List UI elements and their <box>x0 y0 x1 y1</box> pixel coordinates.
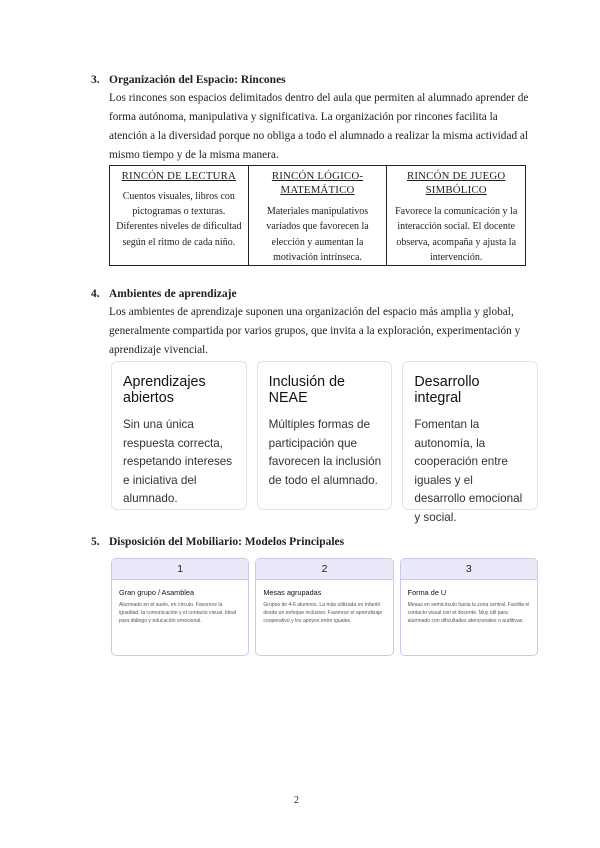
section-number: 3. <box>91 74 100 86</box>
rincon-title: RINCÓN DE LECTURA <box>121 170 237 182</box>
card-aprendizajes-abiertos <box>111 361 247 510</box>
model-text: Mesas en semicírculo hacia la zona central. Facilita el contacto visual con el docente. Muy útil para alumnado con dificultades atencionales o auditivas. <box>407 602 530 624</box>
card-desarrollo-integral <box>402 361 538 524</box>
section-4-heading <box>91 288 237 300</box>
card-text: Múltiples formas de participación que favorecen la inclusión de todo el alumnado. <box>268 418 382 487</box>
model-gran-grupo <box>111 558 249 656</box>
rincon-logico-matematico <box>249 166 388 265</box>
rincon-juego-simbolico <box>387 166 525 265</box>
card-title: Aprendizajes abiertos <box>123 374 206 406</box>
page-number: 2 <box>294 795 299 806</box>
section-title: Disposición del Mobiliario: Modelos Principales <box>109 536 345 548</box>
model-title: Gran grupo / Asamblea <box>119 588 195 597</box>
model-forma-u <box>400 558 538 656</box>
model-number: 1 <box>112 559 248 580</box>
section-4-paragraph: Los ambientes de aprendizaje suponen una organización del espacio más amplia y global, generalmente compartida por varios grupos, que invita a la exploración, experimentación y aprendizaje vivencial. <box>109 306 521 356</box>
ambientes-cards <box>111 361 538 524</box>
model-number: 3 <box>401 559 537 580</box>
rincon-text: Materiales manipulativos variados que favorecen la elección y aumentan la motivación intrínseca. <box>266 206 369 264</box>
model-title: Forma de U <box>407 588 447 597</box>
card-title: Desarrollo integral <box>414 374 480 406</box>
model-mesas-agrupadas <box>255 558 393 656</box>
model-title: Mesas agrupadas <box>263 588 322 597</box>
card-text: Fomentan la autonomía, la cooperación entre iguales y el desarrollo emocional y social. <box>414 418 523 524</box>
section-title: Organización del Espacio: Rincones <box>109 74 286 86</box>
rincon-title: RINCÓN DE JUEGO SIMBÓLICO <box>406 170 506 196</box>
rincones-table <box>109 165 526 266</box>
rincon-text: Cuentos visuales, libros con pictogramas o texturas. Diferentes niveles de dificultad según el ritmo de cada niño. <box>116 190 242 248</box>
card-title: Inclusión de NEAE <box>268 374 345 406</box>
rincon-title: RINCÓN LÓGICO-MATEMÁTICO <box>271 170 364 196</box>
section-number: 5. <box>91 536 100 548</box>
model-text: Alumnado en el suelo, en círculo. Favorece la igualdad, la comunicación y el contacto visual. Ideal para diálogo y educación emocional. <box>119 602 236 624</box>
rincon-lectura <box>110 166 249 265</box>
section-3-heading <box>91 74 286 86</box>
section-3-paragraph: Los rincones son espacios delimitados dentro del aula que permiten al alumnado aprender de forma autónoma, manipulativa y significativa. La organización por rincones facilita la atención a la diversidad porque no obliga a todo el alumnado a realizar la misma actividad al mismo tiempo y de la misma manera. <box>109 92 529 161</box>
card-text: Sin una única respuesta correcta, respetando intereses e iniciativa del alumnado. <box>123 418 233 505</box>
model-number: 2 <box>256 559 392 580</box>
section-title: Ambientes de aprendizaje <box>109 288 237 300</box>
mobiliario-models <box>111 558 538 656</box>
section-number: 4. <box>91 288 100 300</box>
card-inclusion-neae <box>257 361 393 510</box>
model-text: Grupos de 4-6 alumnos. La más utilizada en Infantil desde un enfoque inclusivo. Favorece el aprendizaje cooperativo y los apoyos entre iguales. <box>263 602 383 624</box>
rincon-text: Favorece la comunicación y la interacción social. El docente observa, acompaña y ajusta la intervención. <box>395 206 518 264</box>
section-5-heading <box>91 536 344 548</box>
